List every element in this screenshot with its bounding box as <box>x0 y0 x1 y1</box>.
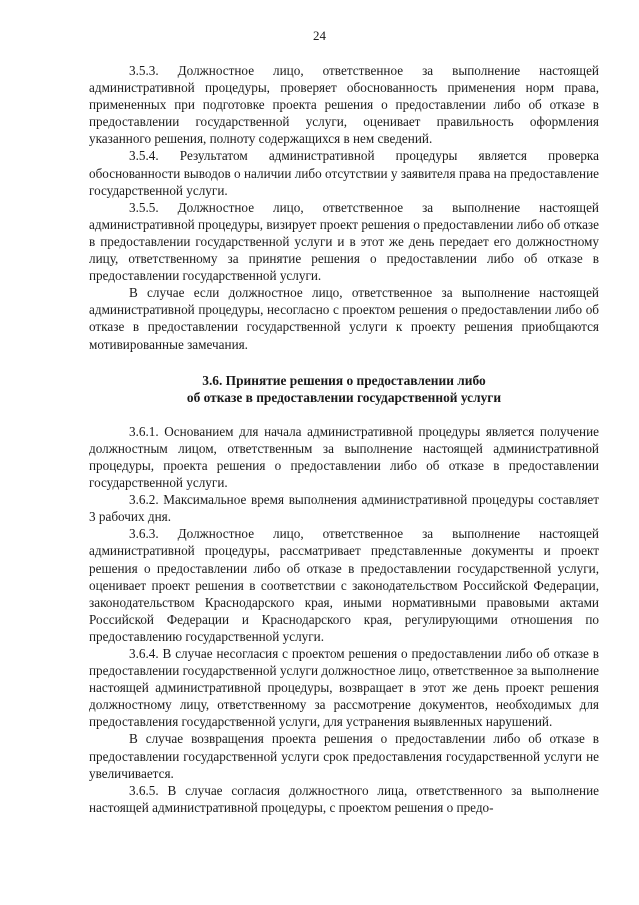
paragraph-3-6-4: 3.6.4. В случае несогласия с проектом решения о предоставлении либо об отказе в предоставлении государственной услуги должностное лицо, ответственное за выполнение настоящей административной процедуры, возвращает в этот же день проект решения должностному лицу, ответственному за рассмотрение документов, необходимых для предоставления государственной услуги, для устранения выявленных нарушений. <box>89 646 599 730</box>
paragraph-3-5-4: 3.5.4. Результатом административной процедуры является проверка обоснованности выводов о наличии либо отсутствии у заявителя права на предоставление государственной услуги. <box>89 148 599 198</box>
paragraph-3-6-3: 3.6.3. Должностное лицо, ответственное за выполнение настоящей административной процедуры, рассматривает представленные документы и проект решения о предоставлении либо об отказе в предоставлении государственной услуги, оценивает проект решения в соответствии с законодательством Российской Федерации, законодательством Краснодарского края, иными нормативными правовыми актами Российской Федерации и Краснодарского края, регулирующими отношения по предоставлению государственной услуги. <box>89 526 599 644</box>
section-heading-line-2: об отказе в предоставлении государственной услуги <box>186 389 502 405</box>
paragraph-return: В случае возвращения проекта решения о предоставлении либо об отказе в предоставлении государственной услуги срок предоставления государственной услуги не увеличивается. <box>89 731 599 781</box>
paragraph-3-6-1: 3.6.1. Основанием для начала административной процедуры является получение должностным лицом, ответственным за выполнение настоящей административной процедуры, проекта решения о предоставлении либо об отказе в предоставлении государственной услуги. <box>89 423 599 491</box>
paragraph-3-6-2: 3.6.2. Максимальное время выполнения административной процедуры составляет 3 рабочих дня. <box>89 492 599 525</box>
page-number: 24 <box>313 28 326 43</box>
document-body <box>89 62 599 816</box>
paragraph-3-6-5: 3.6.5. В случае согласия должностного лица, ответственного за выполнение настоящей административной процедуры, с проектом решения о предо- <box>89 782 599 815</box>
paragraph-disagreement: В случае если должностное лицо, ответственное за выполнение настоящей административной процедуры, несогласно с проектом решения о предоставлении либо об отказе в предоставлении государственной услуги к проекту решения приобщаются мотивированные замечания. <box>89 285 599 352</box>
section-heading-line-1: 3.6. Принятие решения о предоставлении либо <box>202 372 486 388</box>
paragraph-3-5-5: 3.5.5. Должностное лицо, ответственное за выполнение настоящей административной процедуры, визирует проект решения о предоставлении либо об отказе в предоставлении государственной услуги и в этот же день передает его должностному лицу, ответственному за принятие решения о предоставлении либо об отказе в предоставлении государственной услуги. <box>89 199 599 284</box>
paragraph-3-5-3: 3.5.3. Должностное лицо, ответственное за выполнение настоящей административной процедуры, проверяет обоснованность применения норм права, примененных при подготовке проекта решения о предоставлении либо об отказе в предоставлении государственной услуги, оценивает правильность оформления указанного решения, полноту содержащихся в нем сведений. <box>89 63 599 147</box>
section-heading-3-6 <box>89 372 599 406</box>
